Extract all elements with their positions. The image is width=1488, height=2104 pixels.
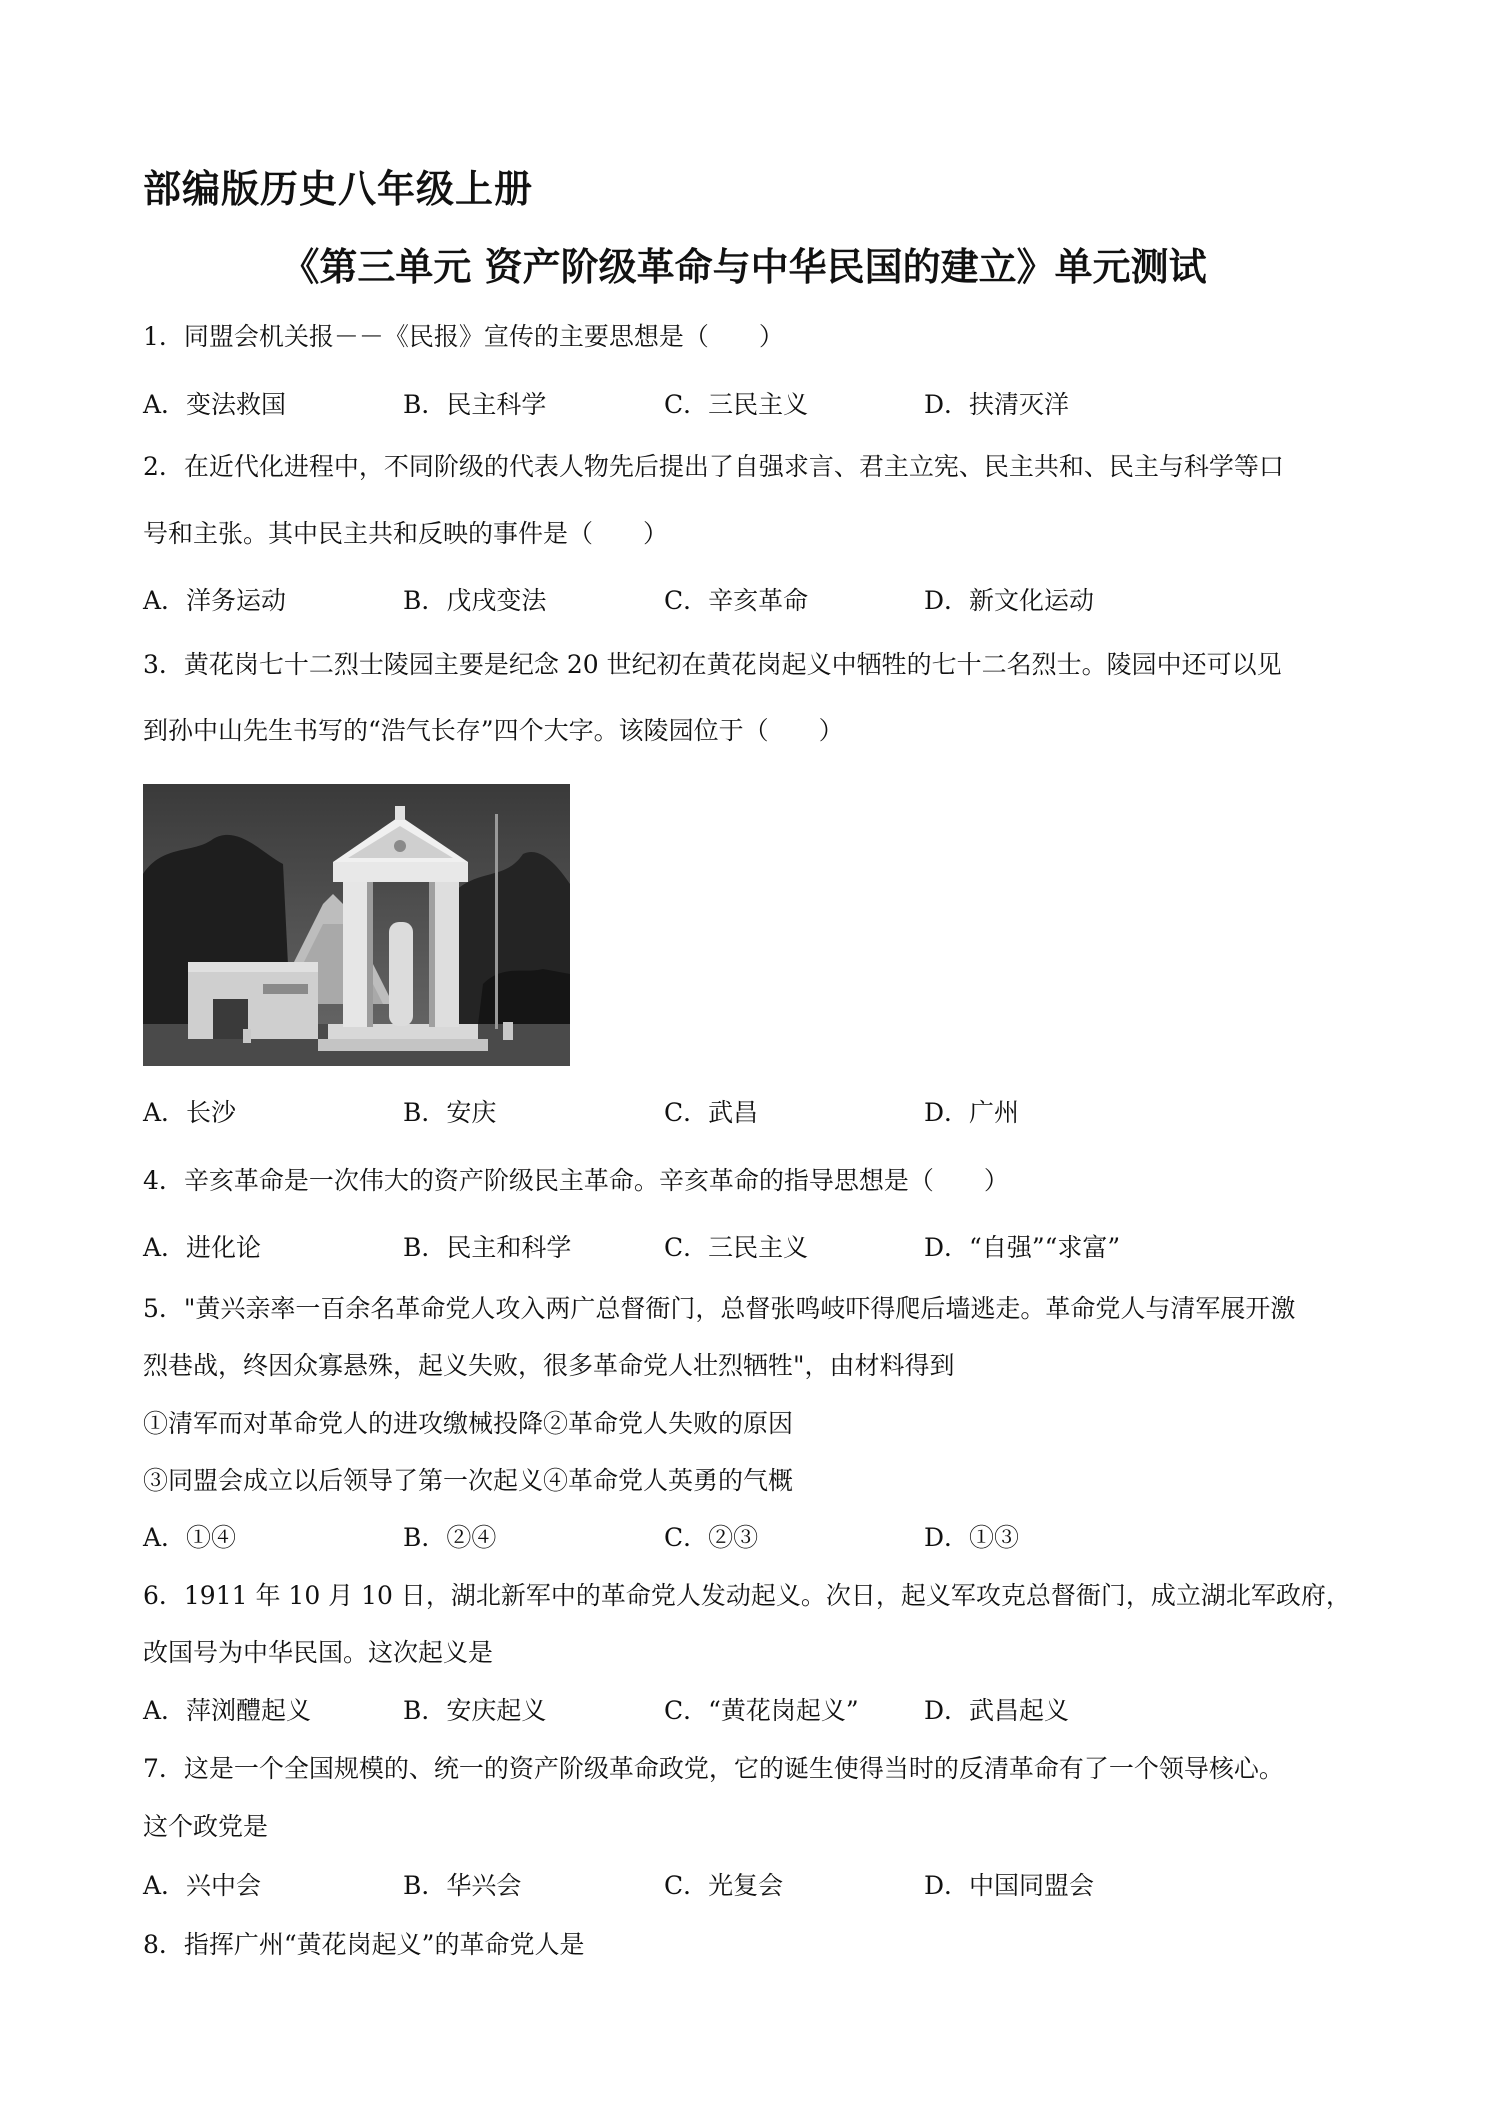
question-2-stem-line-1: 2．在近代化进程中，不同阶级的代表人物先后提出了自强求言、君主立宪、民主共和、民主与科学等口: [143, 452, 1284, 481]
question-4-option-d: D．“自强”“求富”: [924, 1233, 1121, 1262]
question-2-stem-line-2: 号和主张。其中民主共和反映的事件是（ ）: [143, 519, 669, 548]
question-6-stem-line-1: 6．1911 年 10 月 10 日，湖北新军中的革命党人发动起义。次日，起义军攻克总督衙门，成立湖北军政府，: [143, 1581, 1351, 1610]
question-4-option-a: A．进化论: [143, 1233, 262, 1262]
question-1-option-c: C．三民主义: [664, 390, 809, 419]
memorial-photo: [143, 784, 570, 1066]
question-5-option-a: A．①④: [143, 1523, 237, 1552]
question-7-option-d: D．中国同盟会: [924, 1871, 1095, 1900]
question-3-option-c: C．武昌: [664, 1098, 759, 1127]
question-1-option-d: D．扶清灭洋: [924, 390, 1070, 419]
question-7-stem-line-1: 7．这是一个全国规模的、统一的资产阶级革命政党，它的诞生使得当时的反清革命有了一个领导核心。: [143, 1754, 1284, 1783]
question-1-option-a: A．变法救国: [143, 390, 287, 419]
question-3-stem-line-2: 到孙中山先生书写的“浩气长存”四个大字。该陵园位于（ ）: [143, 716, 844, 745]
question-3-option-a: A．长沙: [143, 1098, 237, 1127]
question-5-option-b: B．②④: [403, 1523, 497, 1552]
question-3-stem-line-1: 3．黄花岗七十二烈士陵园主要是纪念 20 世纪初在黄花岗起义中牺牲的七十二名烈士。陵园中还可以见: [143, 650, 1282, 679]
document-subtitle: 《第三单元 资产阶级革命与中华民国的建立》单元测试: [281, 245, 1207, 289]
question-6-option-d: D．武昌起义: [924, 1696, 1070, 1725]
question-5-statement-1-2: ①清军而对革命党人的进攻缴械投降②革命党人失败的原因: [143, 1409, 794, 1438]
question-6-option-a: A．萍浏醴起义: [143, 1696, 312, 1725]
question-1-stem: 1．同盟会机关报－－《民报》宣传的主要思想是（ ）: [143, 322, 784, 351]
question-6-option-b: B．安庆起义: [403, 1696, 547, 1725]
question-4-option-c: C．三民主义: [664, 1233, 809, 1262]
question-7-option-b: B．华兴会: [403, 1871, 522, 1900]
question-6-stem-line-2: 改国号为中华民国。这次起义是: [143, 1638, 494, 1667]
question-4-stem: 4．辛亥革命是一次伟大的资产阶级民主革命。辛亥革命的指导思想是（ ）: [143, 1166, 1009, 1195]
question-7-stem-line-2: 这个政党是: [143, 1812, 269, 1841]
question-5-stem-line-2: 烈巷战，终因众寡悬殊，起义失败，很多革命党人壮烈牺牲"，由材料得到: [143, 1351, 955, 1380]
question-1-option-b: B．民主科学: [403, 390, 547, 419]
question-2-option-c: C．辛亥革命: [664, 586, 809, 615]
question-7-option-a: A．兴中会: [143, 1871, 262, 1900]
question-7-option-c: C．光复会: [664, 1871, 784, 1900]
question-5-statement-3-4: ③同盟会成立以后领导了第一次起义④革命党人英勇的气概: [143, 1466, 794, 1495]
question-5-stem-line-1: 5．"黄兴亲率一百余名革命党人攻入两广总督衙门，总督张鸣岐吓得爬后墙逃走。革命党人与清军展开激: [143, 1294, 1296, 1323]
question-4-option-b: B．民主和科学: [403, 1233, 572, 1262]
question-5-option-d: D．①③: [924, 1523, 1020, 1552]
question-2-option-d: D．新文化运动: [924, 586, 1095, 615]
question-5-option-c: C．②③: [664, 1523, 759, 1552]
question-3-option-d: D．广州: [924, 1098, 1020, 1127]
question-6-option-c: C．“黄花岗起义”: [664, 1696, 859, 1725]
question-2-option-a: A．洋务运动: [143, 586, 287, 615]
document-title: 部编版历史八年级上册: [143, 167, 534, 211]
question-3-option-b: B．安庆: [403, 1098, 497, 1127]
question-2-option-b: B．戊戌变法: [403, 586, 547, 615]
question-8-stem: 8．指挥广州“黄花岗起义”的革命党人是: [143, 1930, 585, 1959]
